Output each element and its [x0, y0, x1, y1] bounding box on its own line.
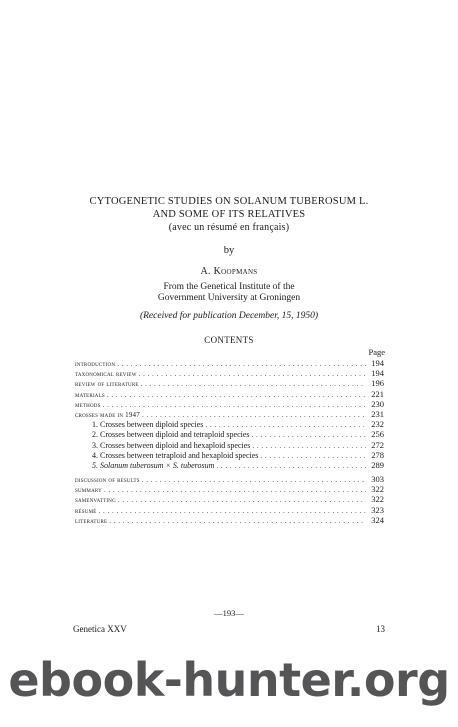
toc-entry-page: 221 — [371, 388, 384, 399]
toc-entry-page: 322 — [371, 484, 384, 495]
institution-line-1: From the Genetical Institute of the — [163, 282, 295, 292]
toc-entry-label: review of literature — [75, 380, 139, 389]
toc-entry — [75, 368, 384, 378]
toc-sub-entry — [75, 440, 384, 450]
leader-dots — [252, 430, 366, 439]
toc-entry-label: discussion of results — [75, 476, 140, 485]
toc-entry — [75, 378, 384, 388]
leader-dots — [117, 359, 366, 368]
leader-dots — [252, 441, 366, 450]
toc-entry-label: summary — [75, 486, 102, 495]
journal-name: Genetica XXV — [73, 624, 127, 634]
leader-dots — [98, 506, 366, 515]
toc-entry — [75, 409, 384, 419]
toc-sub-entry-label: 1. Crosses between diploid species — [92, 420, 204, 430]
toc-entry-page: 194 — [371, 368, 384, 379]
toc-sub-entry-label: 2. Crosses between diploid and tetraploid species — [92, 430, 250, 440]
toc-entry-page: 231 — [371, 408, 384, 419]
leader-dots — [142, 475, 366, 484]
leader-dots — [139, 369, 366, 378]
toc-entry — [75, 484, 384, 494]
leader-dots — [103, 400, 366, 409]
author — [0, 266, 458, 277]
author-initial: A. — [200, 266, 211, 277]
toc-entry-page: 196 — [371, 378, 384, 389]
toc-sub-entry-label: 4. Crosses between tetraploid and hexaploid species — [92, 450, 259, 460]
toc-sub-entry-label: 5. Solanum tuberosum × S. tuberosum — [92, 460, 215, 470]
institution-line-2: Government University at Groningen — [157, 293, 301, 303]
page-number: —193— — [214, 608, 244, 618]
toc-entry-page: 194 — [371, 358, 384, 368]
toc-entry-page: 230 — [371, 398, 384, 409]
toc-entry — [75, 474, 384, 484]
leader-dots — [205, 420, 366, 429]
toc-entry — [75, 389, 384, 399]
leader-dots — [142, 410, 366, 419]
toc-sub-entry — [75, 429, 384, 439]
table-of-contents — [75, 358, 384, 525]
toc-entry-page: 323 — [371, 504, 384, 515]
article-title-line-1: CYTOGENETIC STUDIES ON SOLANUM TUBEROSUM L. — [89, 196, 369, 207]
toc-entry-page: 303 — [371, 474, 384, 485]
by-label: by — [223, 245, 235, 256]
signature-mark: 13 — [376, 624, 385, 634]
leader-dots — [118, 495, 366, 504]
toc-sub-entry — [75, 419, 384, 429]
received-date: (Received for publication December, 15, 1950) — [139, 311, 319, 321]
leader-dots — [260, 451, 366, 460]
leader-dots — [141, 379, 366, 388]
toc-entry-label: methods — [75, 400, 101, 409]
toc-sub-entry — [75, 450, 384, 460]
toc-entry-page: 324 — [371, 514, 384, 525]
leader-dots — [109, 516, 366, 525]
toc-entry-label: samenvatting — [75, 496, 116, 505]
toc-entry-label: crosses made in 1947 — [75, 410, 140, 419]
toc-entry — [75, 494, 384, 504]
toc-sub-entry — [75, 460, 384, 470]
contents-heading: CONTENTS — [204, 335, 254, 345]
toc-entry — [75, 399, 384, 409]
leader-dots — [107, 390, 366, 399]
article-subtitle: (avec un résumé en français) — [168, 222, 290, 233]
toc-sub-entry-page: 256 — [371, 429, 384, 440]
toc-entry-label: taxonomical review — [75, 370, 137, 379]
leader-dots — [104, 485, 366, 494]
toc-sub-entry-page: 232 — [371, 419, 384, 430]
article-title-line-2: AND SOME OF ITS RELATIVES — [152, 209, 306, 220]
toc-sub-entry-label: 3. Crosses between diploid and hexaploid species — [92, 440, 251, 450]
toc-sub-entry-page: 278 — [371, 449, 384, 460]
toc-entry — [75, 358, 384, 368]
toc-entry — [75, 515, 384, 525]
author-name: Koopmans — [213, 266, 258, 277]
watermark: ebook-hunter.org — [8, 653, 450, 707]
toc-entry-label: résumé — [75, 506, 97, 515]
toc-entry-label: introduction — [75, 360, 116, 368]
toc-entry-page: 322 — [371, 494, 384, 505]
leader-dots — [216, 461, 366, 470]
toc-entry — [75, 505, 384, 515]
toc-sub-entry-page: 289 — [371, 459, 384, 470]
toc-entry-label: literature — [75, 516, 108, 525]
toc-sub-entry-page: 272 — [371, 439, 384, 450]
page-column-label: Page — [368, 347, 385, 357]
toc-entry-label: materials — [75, 390, 105, 399]
